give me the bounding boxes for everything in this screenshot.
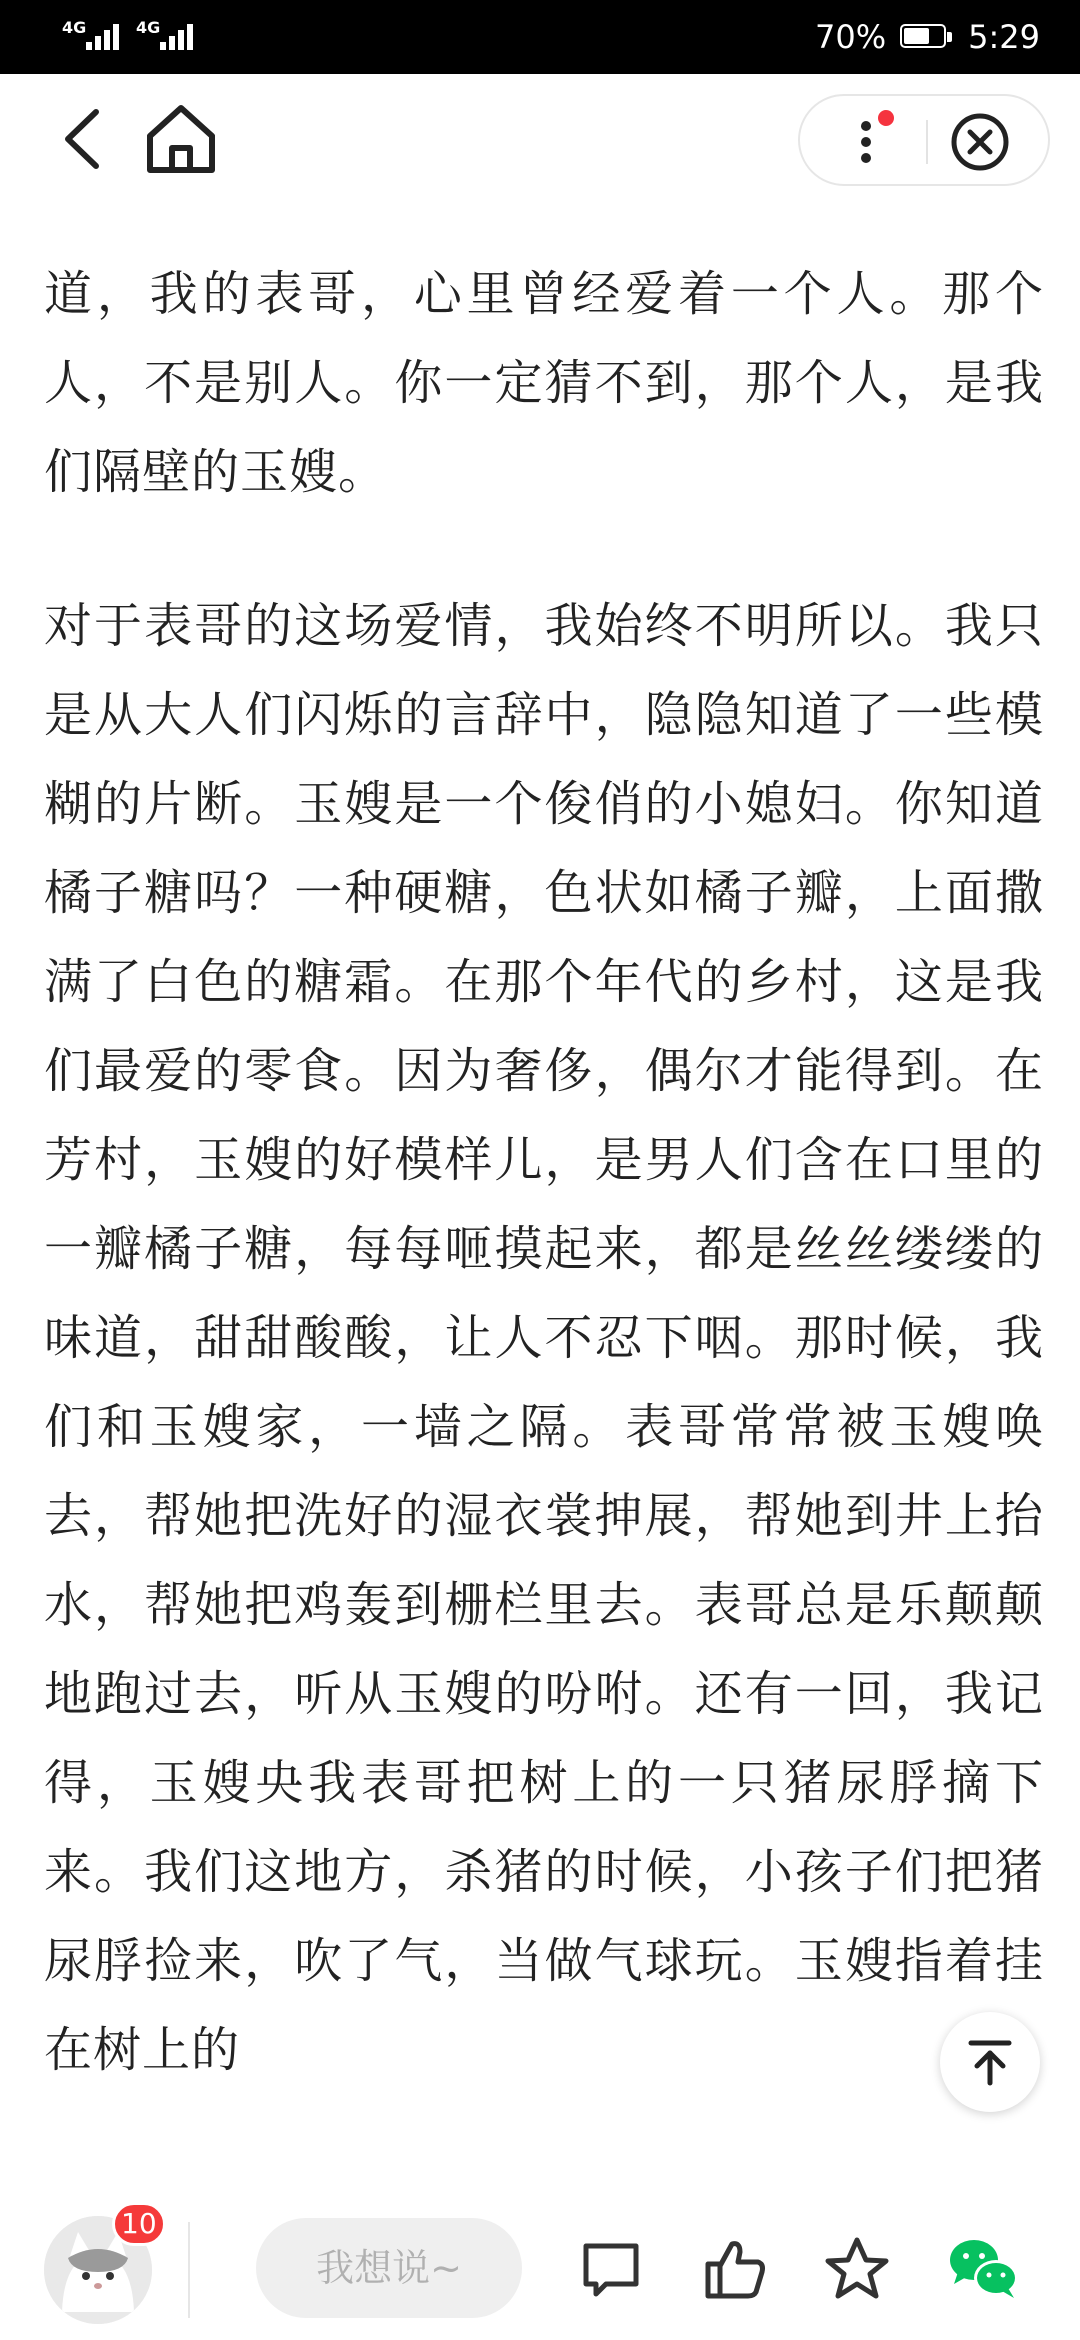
battery-percent: 70%	[815, 18, 887, 56]
header	[0, 74, 1080, 204]
scroll-to-top-button[interactable]	[940, 2012, 1040, 2112]
chevron-left-icon	[50, 104, 120, 174]
capsule-divider	[926, 120, 928, 164]
mini-program-capsule	[798, 94, 1050, 186]
signal-icon	[136, 14, 200, 54]
battery-icon	[900, 24, 954, 50]
home-button[interactable]	[142, 100, 220, 178]
comment-button[interactable]	[576, 2234, 646, 2304]
arrow-up-icon	[965, 2037, 1015, 2087]
close-circle-icon	[948, 110, 1012, 174]
favorite-button[interactable]	[822, 2234, 892, 2304]
signal-group	[62, 14, 200, 54]
network-type-label: 4G	[136, 18, 161, 37]
like-button[interactable]	[700, 2234, 770, 2304]
more-vertical-icon	[844, 110, 908, 174]
clock: 5:29	[968, 18, 1040, 56]
article-paragraph: 道，我的表哥，心里曾经爱着一个人。那个人，不是别人。你一定猜不到，那个人，是我们隔壁的玉嫂。	[44, 266, 1044, 500]
wechat-share-button[interactable]	[946, 2234, 1022, 2304]
star-icon	[822, 2234, 892, 2304]
wechat-icon	[946, 2234, 1022, 2304]
home-icon	[142, 100, 220, 178]
more-button[interactable]	[844, 110, 908, 174]
status-bar	[0, 0, 1080, 74]
bottom-bar	[0, 2200, 1080, 2340]
notification-dot	[878, 110, 894, 126]
article-paragraph: 对于表哥的这场爱情，我始终不明所以。我只是从大人们闪烁的言辞中，隐隐知道了一些模糊的片断。玉嫂是一个俊俏的小媳妇。你知道橘子糖吗？一种硬糖，色状如橘子瓣，上面撒满了白色的糖霜。在那个年代的乡村，这是我们最爱的零食。因为奢侈，偶尔才能得到。在芳村，玉嫂的好模样儿，是男人们含在口里的一瓣橘子糖，每每咂摸起来，都是丝丝缕缕的味道，甜甜酸酸，让人不忍下咽。那时候，我们和玉嫂家，一墙之隔。表哥常常被玉嫂唤去，帮她把洗好的湿衣裳抻展，帮她到井上抬水，帮她把鸡轰到栅栏里去。表哥总是乐颠颠地跑过去，听从玉嫂的吩咐。还有一回，我记得，玉嫂央我表哥把树上的一只猪尿脬摘下来。我们这地方，杀猪的时候，小孩子们把猪尿脬捡来，吹了气，当做气球玩。玉嫂指着挂在树上的	[44, 598, 1044, 2078]
article-content	[44, 250, 1044, 2190]
signal-icon	[62, 14, 126, 54]
comment-icon	[576, 2234, 646, 2304]
notification-badge: 10	[112, 2202, 166, 2246]
network-type-label: 4G	[62, 18, 87, 37]
comment-input[interactable]: 我想说~	[256, 2218, 522, 2318]
close-button[interactable]	[948, 110, 1012, 174]
back-button[interactable]	[50, 104, 120, 174]
thumbs-up-icon	[700, 2234, 770, 2304]
status-right	[815, 0, 1040, 74]
bottom-divider	[188, 2222, 190, 2318]
